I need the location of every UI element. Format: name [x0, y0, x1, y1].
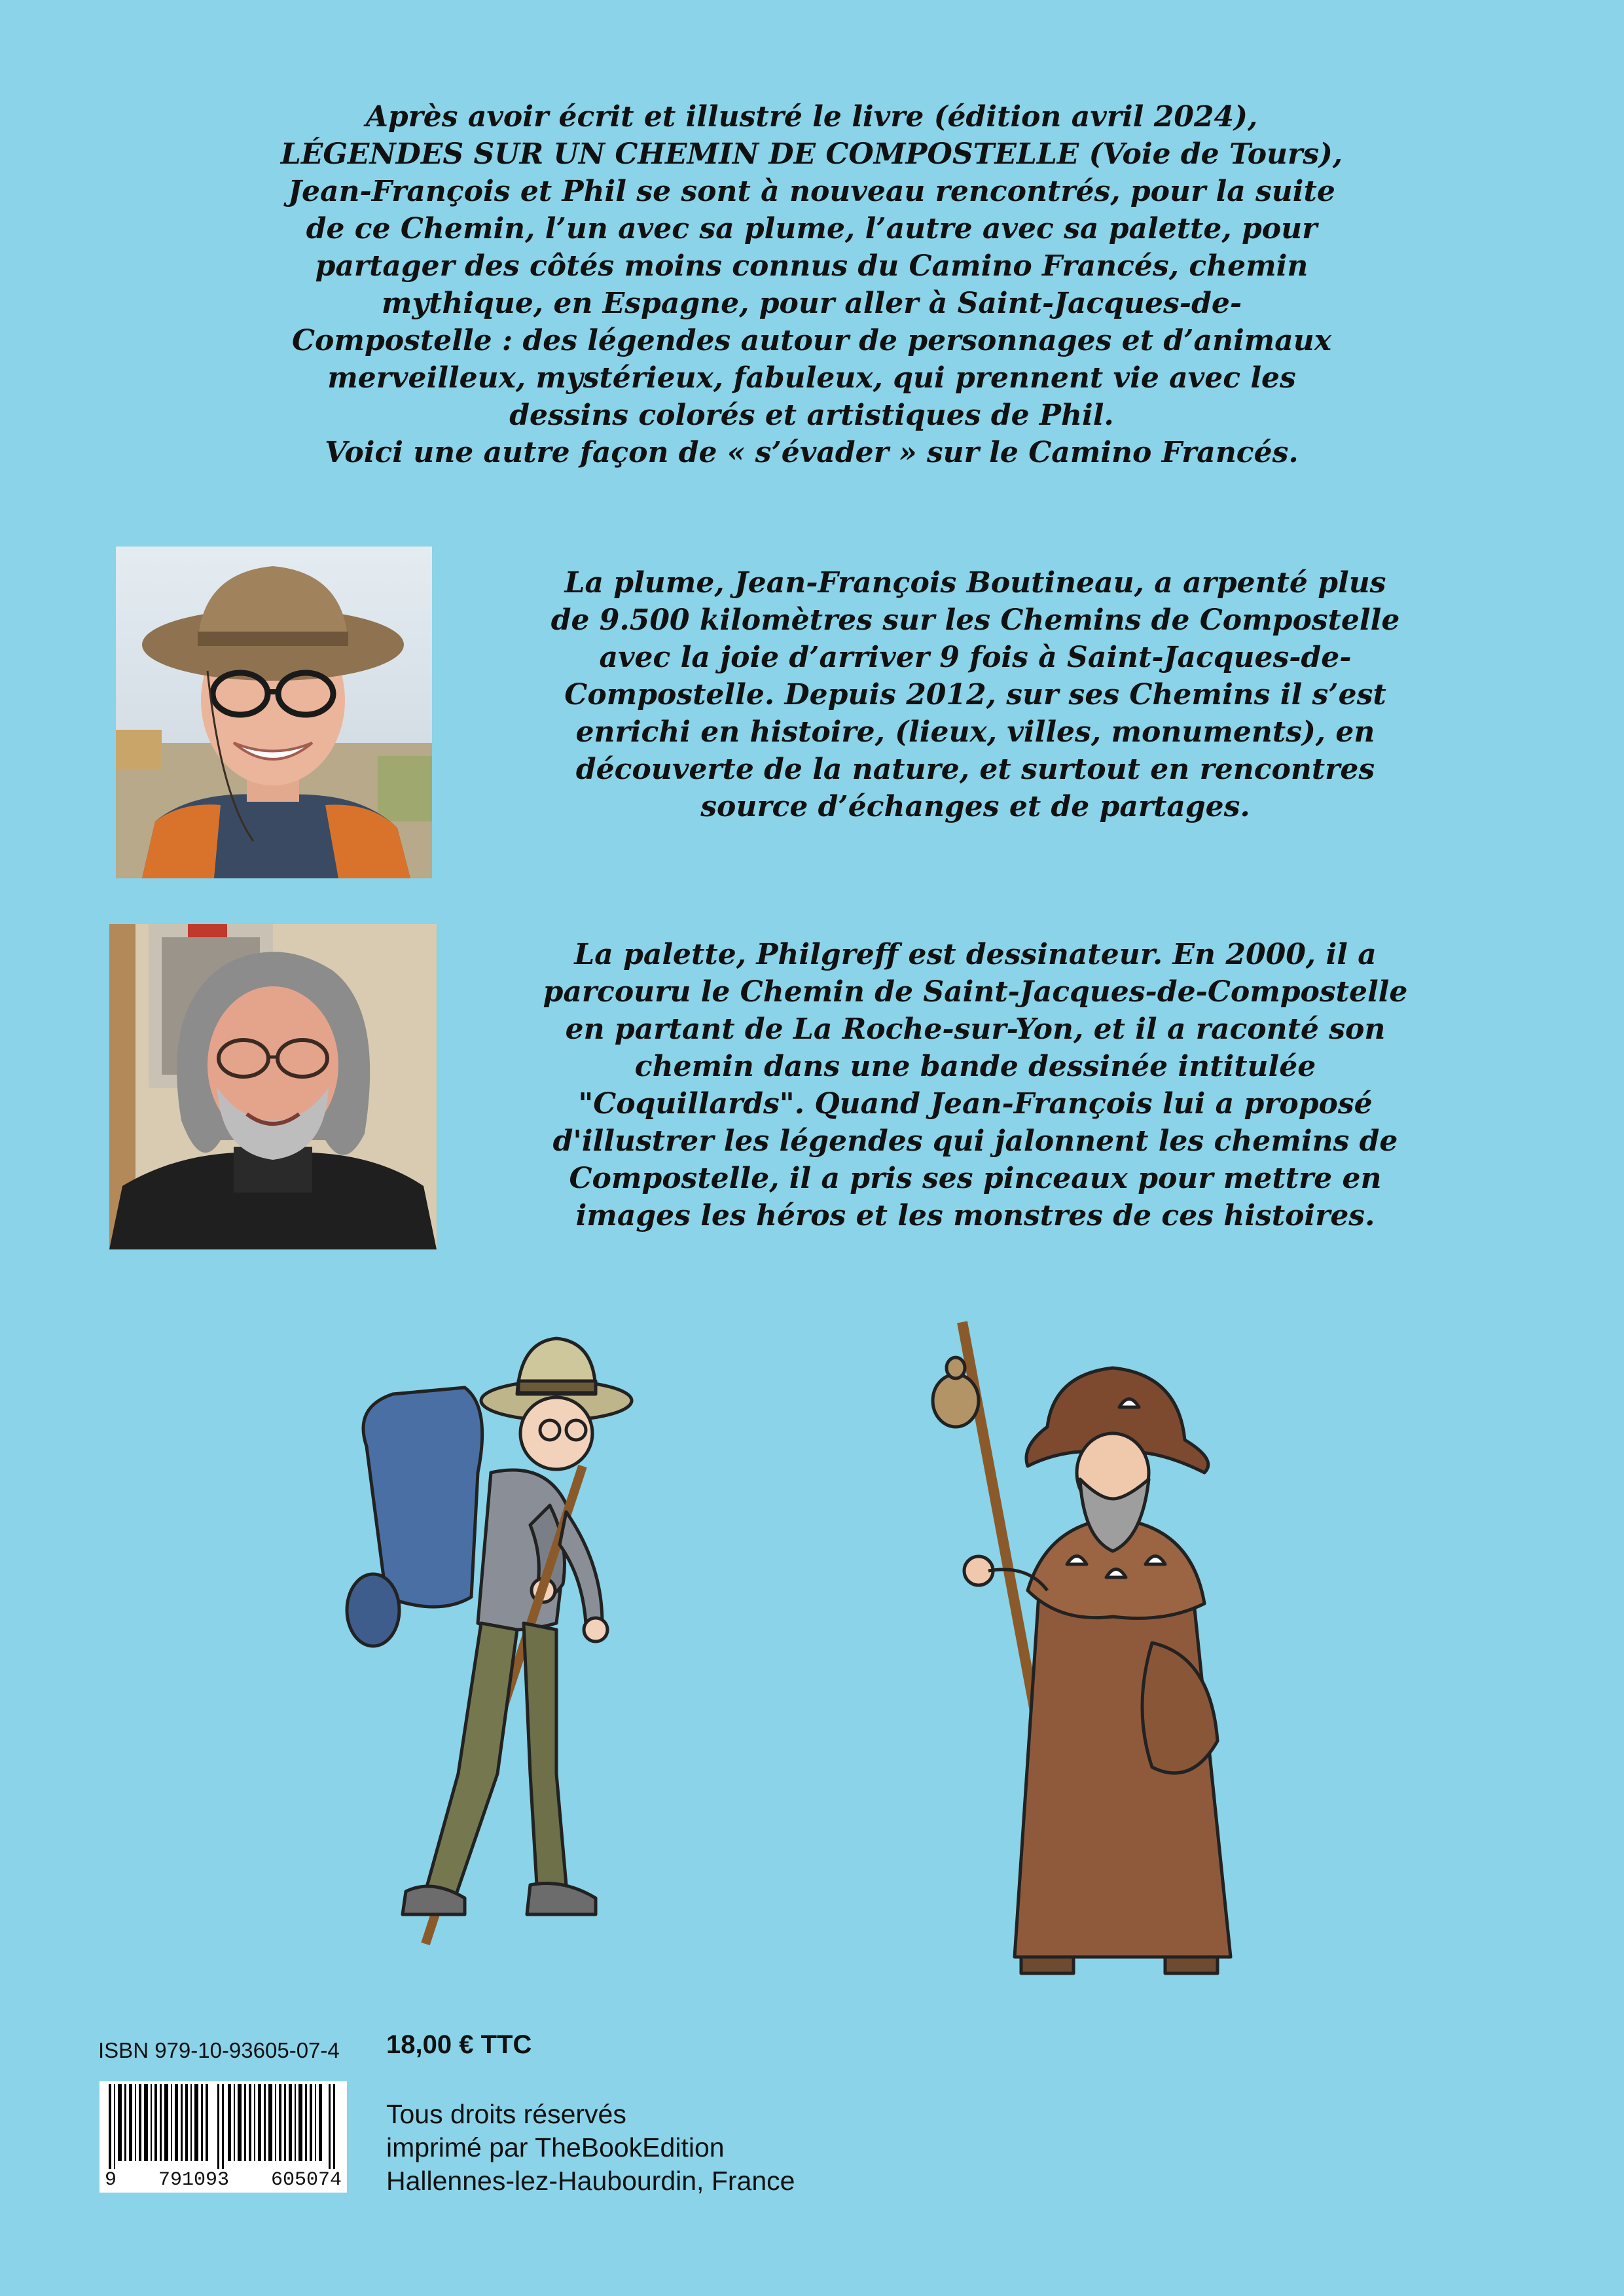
bio-line: source d’échanges et de partages. — [700, 790, 1250, 823]
author-bio — [511, 564, 1440, 825]
barcode-bars — [99, 2081, 347, 2169]
rights-line: Hallennes-lez-Haubourdin, France — [386, 2166, 795, 2196]
bio-line: d'illustrer les légendes qui jalonnent les chemins de — [552, 1124, 1398, 1158]
intro-line: Compostelle : des légendes autour de personnages et d’animaux — [292, 324, 1331, 357]
bio-line: chemin dans une bande dessinée intitulée — [634, 1050, 1316, 1083]
bio-line: "Coquillards". Quand Jean-François lui a proposé — [578, 1087, 1373, 1121]
rights-line: imprimé par TheBookEdition — [386, 2132, 725, 2162]
bio-line: images les héros et les monstres de ces histoires. — [575, 1199, 1375, 1232]
bio-line: La palette, Philgreff est dessinateur. En 2000, il a — [574, 938, 1377, 971]
bio-line: La plume, Jean-François Boutineau, a arpenté plus — [564, 566, 1386, 600]
rights-block — [386, 2098, 795, 2198]
barcode — [99, 2081, 347, 2193]
author-photo — [116, 547, 432, 878]
intro-line: Jean-François et Phil se sont à nouveau rencontrés, pour la suite — [288, 175, 1335, 208]
bio-line: avec la joie d’arriver 9 fois à Saint-Jacques-de- — [599, 641, 1352, 674]
bio-line: de 9.500 kilomètres sur les Chemins de Compostelle — [550, 603, 1400, 637]
intro-line: dessins colorés et artistiques de Phil. — [509, 399, 1114, 432]
intro-line: LÉGENDES SUR UN CHEMIN DE COMPOSTELLE (Voie de Tours), — [280, 137, 1343, 171]
intro-line: merveilleux, mystérieux, fabuleux, qui prennent vie avec les — [327, 361, 1296, 395]
barcode-digit-group: 9 — [105, 2169, 117, 2191]
illustrator-bio — [511, 936, 1440, 1234]
illustrator-photo — [109, 924, 437, 1249]
barcode-digits — [99, 2169, 347, 2191]
barcode-digit-group: 791093 — [158, 2169, 229, 2191]
bio-line: en partant de La Roche-sur-Yon, et il a raconté son — [565, 1013, 1386, 1046]
intro-line: mythique, en Espagne, pour aller à Saint-Jacques-de- — [381, 287, 1242, 320]
pilgrim-illustration — [916, 1316, 1283, 1990]
rights-line: Tous droits réservés — [386, 2099, 626, 2129]
bio-line: découverte de la nature, et surtout en rencontres — [575, 753, 1375, 786]
intro-line: de ce Chemin, l’un avec sa plume, l’autre avec sa palette, pour — [306, 212, 1318, 245]
bio-line: Compostelle. Depuis 2012, sur ses Chemins il s’est — [564, 678, 1386, 711]
intro-line: Après avoir écrit et illustré le livre (édition avril 2024), — [365, 100, 1258, 134]
price-label: 18,00 € TTC — [386, 2030, 532, 2059]
intro-line: Voici une autre façon de « s’évader » sur le Camino Francés. — [325, 436, 1299, 469]
barcode-digit-group: 605074 — [270, 2169, 342, 2191]
bio-line: enrichi en histoire, (lieux, villes, monuments), en — [575, 715, 1375, 749]
intro-paragraph — [196, 98, 1427, 471]
bio-line: Compostelle, il a pris ses pinceaux pour mettre en — [569, 1162, 1382, 1195]
bio-line: parcouru le Chemin de Saint-Jacques-de-Compostelle — [543, 975, 1408, 1009]
hiker-illustration — [340, 1316, 648, 1957]
isbn-label: ISBN 979-10-93605-07-4 — [98, 2038, 340, 2062]
intro-line: partager des côtés moins connus du Camino Francés, chemin — [315, 249, 1308, 283]
